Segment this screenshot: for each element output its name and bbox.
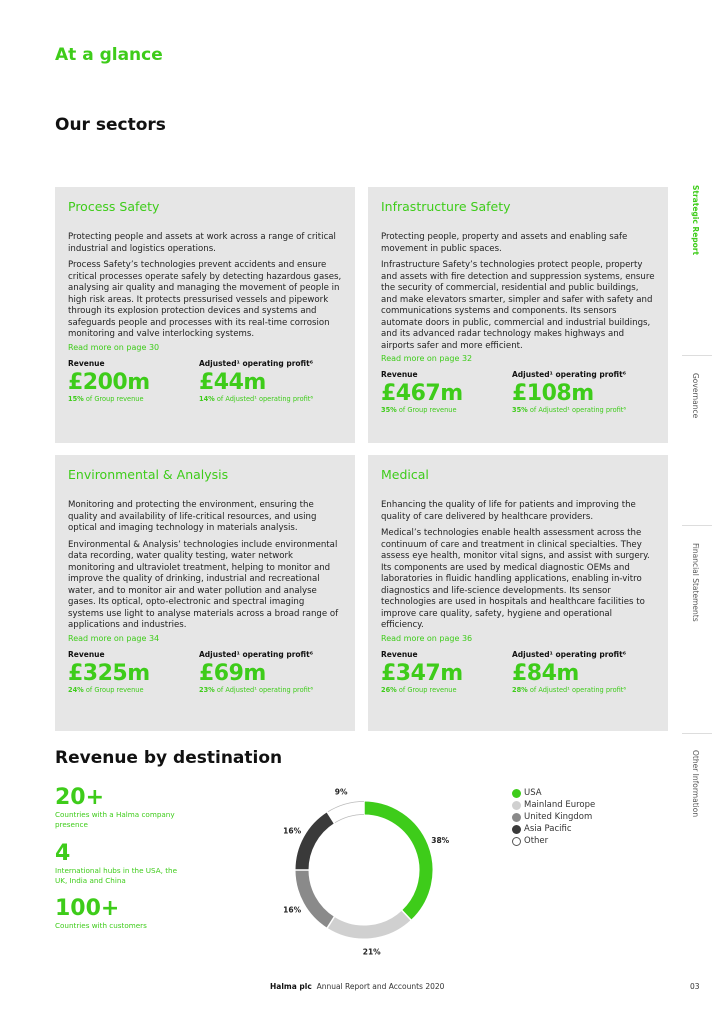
donut-label-united-kingdom: 16%: [283, 905, 302, 915]
read-more-link[interactable]: Read more on page 32: [381, 354, 473, 363]
profit-label: Adjusted¹ operating profit⁶: [512, 649, 626, 659]
revenue-value: £347m: [381, 660, 463, 686]
revenue-value: £200m: [68, 369, 150, 395]
side-nav-financial-statements[interactable]: [682, 543, 712, 633]
read-more-link[interactable]: Read more on page 34: [68, 633, 160, 643]
legend-label: Mainland Europe: [524, 800, 596, 810]
footer: [270, 982, 444, 991]
revenue-note: 15% of Group revenue: [68, 394, 144, 403]
donut-label-mainland-europe: 21%: [362, 947, 381, 957]
legend-item-usa: [512, 787, 595, 799]
revenue-label: Revenue: [68, 649, 105, 659]
sector-card-process-safety: [55, 187, 355, 443]
side-nav-divider: [682, 733, 712, 734]
chart-legend: [512, 787, 595, 847]
sector-title: Medical: [381, 467, 429, 482]
sector-lead: Enhancing the quality of life for patients and improving the quality of care delivered by healthcare providers.: [381, 500, 636, 522]
legend-swatch: [512, 789, 521, 798]
sector-body: Environmental & Analysis’ technologies include environmental data recording, water quality testing, water network monitoring and ultraviolet treatment, helping to monitor and improve the quality of drinking, industrial and recreational water, and to monitor air and water pollution and analyse gases. Its optical, opto-electronic and spectral imaging systems use light to analyse materials across a broad range of applications and industries.: [68, 539, 339, 630]
footer-company: Halma plc: [270, 982, 312, 991]
donut-label-usa: 38%: [431, 835, 450, 845]
revenue-label: Revenue: [381, 649, 418, 659]
revenue-section-title: Revenue by destination: [55, 748, 283, 768]
read-more-link[interactable]: Read more on page 30: [68, 342, 160, 352]
side-nav-label: Financial Statements: [691, 543, 700, 622]
revenue-value: £325m: [68, 660, 150, 686]
legend-item-united-kingdom: [512, 811, 595, 823]
profit-note: 14% of Adjusted¹ operating profit⁶: [199, 394, 314, 403]
sector-card-medical: [368, 455, 668, 731]
legend-label: Asia Pacific: [524, 824, 572, 834]
profit-value: £69m: [199, 660, 266, 686]
legend-item-asia-pacific: [512, 823, 595, 835]
donut-label-other: 9%: [334, 787, 348, 797]
revenue-donut-chart: [270, 782, 470, 962]
side-nav-other-information[interactable]: [682, 750, 712, 830]
revenue-note: 26% of Group revenue: [381, 685, 457, 694]
legend-item-other: [512, 835, 595, 847]
profit-note: 28% of Adjusted¹ operating profit⁶: [512, 685, 627, 694]
legend-label: USA: [524, 788, 542, 798]
stat-international-hubs: [55, 842, 185, 886]
revenue-label: Revenue: [68, 358, 105, 368]
legend-label: Other: [524, 836, 549, 846]
donut-slice-asia-pacific: [302, 818, 331, 870]
sector-title: Process Safety: [68, 199, 160, 214]
revenue-note: 35% of Group revenue: [381, 406, 457, 414]
section-kicker: At a glance: [55, 45, 163, 65]
donut-slice-usa: [364, 808, 426, 915]
donut-slice-other: [331, 808, 364, 818]
donut-label-asia-pacific: 16%: [283, 826, 302, 836]
page-title: Our sectors: [55, 115, 166, 135]
side-nav-divider: [682, 355, 712, 356]
side-nav-governance[interactable]: [682, 373, 712, 433]
sector-card-infrastructure-safety: [368, 187, 668, 443]
profit-label: Adjusted¹ operating profit⁶: [199, 358, 313, 368]
stat-value: 100+: [55, 896, 120, 921]
sector-card-environmental-analysis: [55, 455, 355, 731]
sector-lead: Monitoring and protecting the environment, ensuring the quality and availability of life-critical resources, and using optical and imaging technology in materials analysis.: [68, 500, 317, 533]
sector-body: Medical’s technologies enable health assessment across the continuum of care and treatment in clinical specialties. They assess eye health, monitor vital signs, and assist with surgery. Its components are used by medical diagnostic OEMs and laboratories in fluidic handling applications, enabling in-vitro diagnostics and life-science developments. Its sensor technologies are used in hospitals and healthcare facilities to improve care quality, safety, hygiene and operational efficiency.: [381, 528, 650, 630]
legend-swatch: [512, 813, 521, 822]
side-nav-strategic-report[interactable]: [682, 185, 712, 265]
side-nav-label: Other Information: [691, 750, 700, 818]
read-more-link[interactable]: Read more on page 36: [381, 633, 473, 643]
revenue-value: £467m: [381, 381, 463, 406]
stat-text: Countries with a Halma company presence: [55, 810, 175, 829]
legend-item-mainland-europe: [512, 799, 595, 811]
profit-label: Adjusted¹ operating profit⁶: [199, 649, 313, 659]
donut-slice-united-kingdom: [302, 870, 331, 922]
profit-note: 35% of Adjusted¹ operating profit⁶: [512, 406, 627, 414]
sector-body: Infrastructure Safety’s technologies protect people, property and assets with fire detection and suppression systems, ensure the security of commercial, residential and public buildings, and make elevators smarter, simpler and safer with safety and communications systems and components. Its sensors automate doors in public, commercial and industrial buildings, and its advanced radar technology makes highways and airports safer and more efficient.: [381, 260, 655, 351]
sector-lead: Protecting people and assets at work across a range of critical industrial and logistics operations.: [68, 232, 336, 254]
donut-slice-mainland-europe: [331, 915, 407, 932]
profit-label: Adjusted¹ operating profit⁶: [512, 370, 626, 379]
sector-body: Process Safety’s technologies prevent accidents and ensure critical processes operate safely by detecting hazardous gases, analysing air quality and managing the movement of people in high risk areas. It protects pressurised vessels and pipework through its explosion protection devices and systems and safeguards people and processes with its real-time corrosion monitoring and valve interlocking systems.: [68, 260, 342, 339]
side-nav-label: Governance: [691, 373, 700, 419]
profit-value: £84m: [512, 660, 579, 686]
legend-label: United Kingdom: [524, 812, 593, 822]
profit-note: 23% of Adjusted¹ operating profit⁶: [199, 685, 314, 694]
revenue-label: Revenue: [381, 370, 418, 379]
stat-value: 20+: [55, 785, 105, 810]
side-nav-divider: [682, 525, 712, 526]
stat-text: Countries with customers: [55, 921, 147, 930]
sector-lead: Protecting people, property and assets and enabling safe movement in public spaces.: [381, 232, 628, 254]
stat-text: International hubs in the USA, the UK, India and China: [55, 866, 178, 885]
legend-swatch: [512, 837, 521, 846]
legend-swatch: [512, 801, 521, 810]
sector-title: Environmental & Analysis: [68, 467, 229, 482]
profit-value: £44m: [199, 369, 266, 395]
side-nav-label: Strategic Report: [691, 185, 700, 256]
footer-doc: Annual Report and Accounts 2020: [316, 982, 445, 991]
legend-swatch: [512, 825, 521, 834]
profit-value: £108m: [512, 381, 594, 406]
stat-countries-presence: [55, 786, 185, 830]
side-nav: [682, 0, 712, 1024]
revenue-note: 24% of Group revenue: [68, 685, 144, 694]
stat-value: 4: [55, 841, 71, 866]
sector-title: Infrastructure Safety: [381, 199, 511, 214]
page-number: 03: [690, 982, 700, 991]
stat-countries-customers: [55, 897, 185, 931]
